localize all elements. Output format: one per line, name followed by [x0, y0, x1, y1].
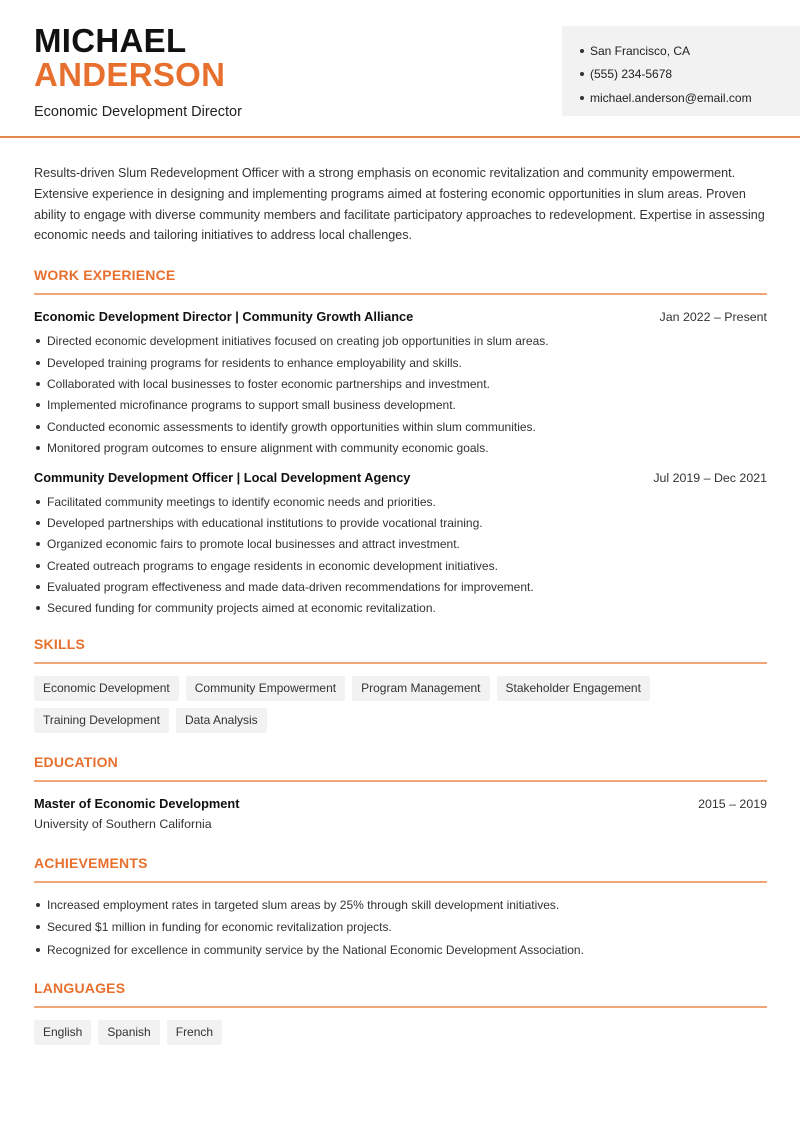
- list-item: Developed training programs for residents to enhance employability and skills.: [34, 355, 767, 376]
- job-title: Economic Development Director: [34, 104, 242, 120]
- language-chips: [34, 1020, 767, 1052]
- summary-text: Results-driven Slum Redevelopment Officer with a strong emphasis on economic revitalization and community empowerment. Extensive experience in designing and implementing programs aimed at fostering economic opportunities in slum areas. Proven ability to engage with diverse community members and facilitate participatory approaches to redevelopment. Expertise in assessing economic needs and tailoring initiatives to address local challenges.: [34, 166, 765, 243]
- bullet-icon: [580, 49, 584, 53]
- name-block: [34, 24, 242, 120]
- school-name: University of Southern California: [34, 816, 212, 831]
- list-item: Monitored program outcomes to ensure alignment with community economic goals.: [34, 440, 767, 461]
- skill-chip: Stakeholder Engagement: [497, 676, 650, 701]
- email-link[interactable]: michael.anderson@email.com: [590, 90, 752, 105]
- location-text: San Francisco, CA: [590, 43, 691, 58]
- list-item: Increased employment rates in targeted slum areas by 25% through skill development initiatives.: [34, 897, 767, 920]
- skill-chip: Economic Development: [34, 676, 179, 701]
- skill-chip: Community Empowerment: [186, 676, 345, 701]
- education-dates: 2015 – 2019: [698, 796, 767, 811]
- job-dates: Jan 2022 – Present: [659, 310, 767, 325]
- achievement-bullets: [34, 897, 767, 965]
- achievements-section: [34, 855, 767, 965]
- language-chip: Spanish: [98, 1020, 159, 1045]
- list-item: Secured $1 million in funding for economic revitalization projects.: [34, 919, 767, 942]
- degree-title: Master of Economic Development: [34, 795, 240, 811]
- contact-email[interactable]: [580, 86, 800, 110]
- language-chip: French: [167, 1020, 222, 1045]
- contact-phone: [580, 63, 800, 87]
- list-item: Recognized for excellence in community service by the National Economic Development Association.: [34, 942, 767, 965]
- job-bullets: [34, 333, 767, 461]
- skill-chip: Data Analysis: [176, 708, 267, 733]
- skill-chip: Training Development: [34, 708, 169, 733]
- list-item: Secured funding for community projects aimed at economic revitalization.: [34, 600, 767, 621]
- resume-header: [0, 0, 800, 138]
- job-entry-head: [34, 309, 767, 324]
- list-item: Collaborated with local businesses to foster economic partnerships and investment.: [34, 376, 767, 397]
- job-dates: Jul 2019 – Dec 2021: [653, 470, 767, 485]
- list-item: Facilitated community meetings to identify economic needs and priorities.: [34, 494, 767, 515]
- job-entry: [34, 470, 767, 622]
- section-title-education: EDUCATION: [34, 754, 767, 782]
- job-role: Community Development Officer | Local Development Agency: [34, 469, 411, 485]
- skills-chips: [34, 676, 767, 740]
- list-item: Implemented microfinance programs to support small business development.: [34, 397, 767, 418]
- education-entry: [34, 796, 767, 831]
- list-item: Developed partnerships with educational institutions to provide vocational training.: [34, 515, 767, 536]
- resume-body: [34, 163, 767, 1052]
- list-item: Evaluated program effectiveness and made data-driven recommendations for improvement.: [34, 579, 767, 600]
- section-title-work: WORK EXPERIENCE: [34, 267, 767, 295]
- contact-location: [580, 39, 800, 63]
- job-entry: [34, 309, 767, 461]
- list-item: Directed economic development initiatives focused on creating job opportunities in slum areas.: [34, 333, 767, 354]
- last-name: ANDERSON: [34, 56, 226, 93]
- section-title-skills: SKILLS: [34, 636, 767, 664]
- phone-text: (555) 234-5678: [590, 67, 673, 82]
- languages-section: [34, 980, 767, 1052]
- list-item: Created outreach programs to engage residents in economic development initiatives.: [34, 558, 767, 579]
- job-bullets: [34, 494, 767, 622]
- section-title-achievements: ACHIEVEMENTS: [34, 855, 767, 883]
- education-section: [34, 754, 767, 831]
- work-experience-section: [34, 267, 767, 622]
- job-role: Economic Development Director | Community Growth Alliance: [34, 309, 414, 325]
- skills-section: [34, 636, 767, 740]
- list-item: Conducted economic assessments to identify growth opportunities within slum communities.: [34, 419, 767, 440]
- list-item: Organized economic fairs to promote local businesses and attract investment.: [34, 536, 767, 557]
- skill-chip: Program Management: [352, 676, 489, 701]
- first-name: MICHAEL: [34, 22, 187, 59]
- job-entry-head: [34, 470, 767, 485]
- language-chip: English: [34, 1020, 91, 1045]
- section-title-languages: LANGUAGES: [34, 980, 767, 1008]
- education-entry-head: [34, 796, 767, 811]
- bullet-icon: [580, 72, 584, 76]
- contact-box: [562, 26, 800, 116]
- bullet-icon: [580, 96, 584, 100]
